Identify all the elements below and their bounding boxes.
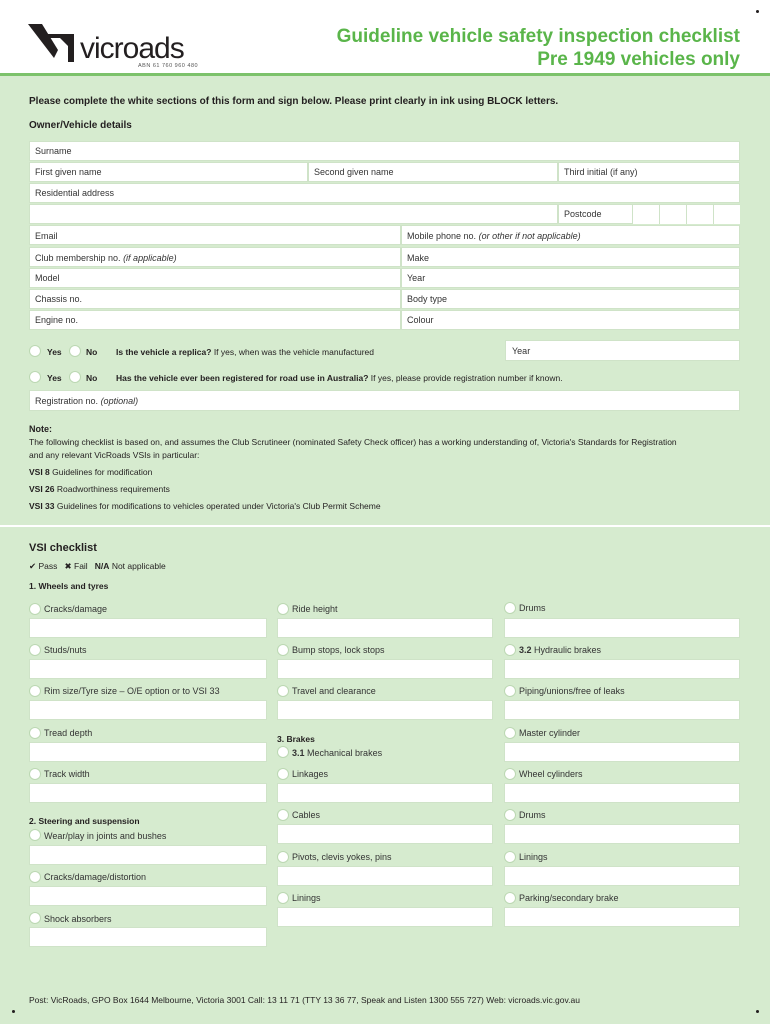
check-radio[interactable] xyxy=(29,727,41,739)
check-radio[interactable] xyxy=(277,603,289,615)
check-label: Linkages xyxy=(292,769,329,779)
colour-label: Colour xyxy=(407,315,434,325)
check-radio[interactable] xyxy=(29,912,41,924)
wheels-heading: 1. Wheels and tyres xyxy=(29,581,109,591)
replica-yes-radio[interactable] xyxy=(29,345,41,357)
check-label: Linings xyxy=(519,852,548,862)
third-initial-label: Third initial (if any) xyxy=(564,167,638,177)
check-label: Tread depth xyxy=(44,728,93,738)
body-type-label: Body type xyxy=(407,294,448,304)
check-radio[interactable] xyxy=(29,871,41,883)
check-radio[interactable] xyxy=(504,685,516,697)
owner-heading: Owner/Vehicle details xyxy=(29,120,132,131)
model-label: Model xyxy=(35,273,60,283)
check-label: Ride height xyxy=(292,604,338,614)
corner-mark xyxy=(12,1010,15,1013)
replica-year-label: Year xyxy=(512,346,531,356)
pass-icon: ✔ xyxy=(29,561,37,571)
model-field[interactable] xyxy=(29,268,401,288)
check-radio[interactable] xyxy=(277,851,289,863)
brakes-heading: 3. Brakes xyxy=(277,734,315,744)
check-comment-field[interactable] xyxy=(504,618,740,638)
colour-field[interactable] xyxy=(401,310,740,330)
footer-contact: Post: VicRoads, GPO Box 1644 Melbourne, Victoria 3001 Call: 13 11 71 (TTY 13 36 77, Speak and Listen 1300 555 727) Web: vicroads.vic.gov.au xyxy=(29,995,580,1005)
hyd-brakes-label: 3.2 Hydraulic brakes xyxy=(519,645,602,655)
check-radio[interactable] xyxy=(504,768,516,780)
check-label: Rim size/Tyre size – O/E option or to VSI 33 xyxy=(44,686,220,696)
check-radio[interactable] xyxy=(29,768,41,780)
check-radio[interactable] xyxy=(504,851,516,863)
check-label: Master cylinder xyxy=(519,728,581,738)
replica-yes-label: Yes xyxy=(47,347,62,357)
mech-brakes-radio[interactable] xyxy=(277,746,289,758)
make-label: Make xyxy=(407,253,430,263)
make-field[interactable] xyxy=(401,247,740,267)
check-comment-field[interactable] xyxy=(277,907,493,927)
check-radio[interactable] xyxy=(29,685,41,697)
check-comment-field[interactable] xyxy=(29,742,267,762)
registered-question: Has the vehicle ever been registered for road use in Australia? If yes, please provide registration number if known. xyxy=(116,373,563,383)
note-vsi26: VSI 26 Roadworthiness requirements xyxy=(29,484,170,494)
check-comment-field[interactable] xyxy=(277,824,493,844)
page-header xyxy=(0,0,770,76)
registered-yes-radio[interactable] xyxy=(29,371,41,383)
check-comment-field[interactable] xyxy=(29,783,267,803)
check-comment-field[interactable] xyxy=(504,907,740,927)
postcode-label: Postcode xyxy=(564,209,602,219)
section-divider xyxy=(0,525,770,527)
postcode-digit-1[interactable] xyxy=(632,205,659,224)
registered-yes-label: Yes xyxy=(47,373,62,383)
check-comment-field[interactable] xyxy=(29,845,267,865)
postcode-digit-3[interactable] xyxy=(686,205,713,224)
mech-brakes-label: 3.1 Mechanical brakes xyxy=(292,748,383,758)
check-label: Pivots, clevis yokes, pins xyxy=(292,852,392,862)
check-label: Cracks/damage xyxy=(44,604,108,614)
check-label: Drums xyxy=(519,810,546,820)
abn-number: ABN 61 760 960 480 xyxy=(138,63,199,69)
replica-no-radio[interactable] xyxy=(69,345,81,357)
check-radio[interactable] xyxy=(277,768,289,780)
residential-address-label: Residential address xyxy=(35,188,115,198)
check-label: Travel and clearance xyxy=(292,686,376,696)
postcode-digit-4[interactable] xyxy=(713,205,740,224)
form-subtitle: Pre 1949 vehicles only xyxy=(537,49,740,70)
note-vsi8: VSI 8 Guidelines for modification xyxy=(29,467,153,477)
check-radio[interactable] xyxy=(29,644,41,656)
check-label: Piping/unions/free of leaks xyxy=(519,686,625,696)
corner-mark xyxy=(756,10,759,13)
check-comment-field[interactable] xyxy=(29,700,267,720)
check-comment-field[interactable] xyxy=(277,659,493,679)
year-field[interactable] xyxy=(401,268,740,288)
check-label: Bump stops, lock stops xyxy=(292,645,385,655)
note-line2: and any relevant VicRoads VSIs in particular: xyxy=(29,450,200,460)
chassis-label: Chassis no. xyxy=(35,294,83,304)
check-comment-field[interactable] xyxy=(504,866,740,886)
residential-address-field[interactable] xyxy=(29,183,740,203)
vicroads-logo-icon xyxy=(28,24,76,64)
postcode-digit-2[interactable] xyxy=(659,205,686,224)
vicroads-logo xyxy=(28,22,218,72)
note-vsi33: VSI 33 Guidelines for modifications to vehicles operated under Victoria's Club Permit Scheme xyxy=(29,501,381,511)
engine-field[interactable] xyxy=(29,310,401,330)
registered-no-label: No xyxy=(86,373,98,383)
check-comment-field[interactable] xyxy=(277,700,493,720)
check-radio[interactable] xyxy=(277,685,289,697)
check-radio[interactable] xyxy=(504,892,516,904)
check-radio[interactable] xyxy=(277,892,289,904)
instructions: Please complete the white sections of this form and sign below. Please print clearly in ink using BLOCK letters. xyxy=(29,96,559,107)
hyd-brakes-radio[interactable] xyxy=(504,644,516,656)
check-comment-field[interactable] xyxy=(504,783,740,803)
check-label: Studs/nuts xyxy=(44,645,87,655)
check-radio[interactable] xyxy=(277,809,289,821)
second-given-name-label: Second given name xyxy=(314,167,394,177)
form-title: Guideline vehicle safety inspection checklist xyxy=(336,26,740,47)
check-comment-field[interactable] xyxy=(29,886,267,906)
check-label: Cables xyxy=(292,810,321,820)
check-comment-field[interactable] xyxy=(504,742,740,762)
brand-name: vicroads xyxy=(80,32,184,65)
check-label: Drums xyxy=(519,603,546,613)
check-radio[interactable] xyxy=(29,829,41,841)
body-type-field[interactable] xyxy=(401,289,740,309)
first-given-name-label: First given name xyxy=(35,167,102,177)
check-label: Shock absorbers xyxy=(44,914,112,924)
check-radio[interactable] xyxy=(504,809,516,821)
check-label: Linings xyxy=(292,893,321,903)
check-comment-field[interactable] xyxy=(29,618,267,638)
fail-icon: ✖ xyxy=(64,561,72,571)
club-membership-label: Club membership no. (if applicable) xyxy=(35,253,177,263)
engine-label: Engine no. xyxy=(35,315,79,325)
chassis-field[interactable] xyxy=(29,289,401,309)
email-label: Email xyxy=(35,231,58,241)
checklist-heading: VSI checklist xyxy=(29,542,97,554)
surname-label: Surname xyxy=(35,146,72,156)
check-label: Wear/play in joints and bushes xyxy=(44,831,167,841)
registered-no-radio[interactable] xyxy=(69,371,81,383)
check-comment-field[interactable] xyxy=(504,700,740,720)
year-label: Year xyxy=(407,273,426,283)
checklist-legend: ✔ Pass ✖ Fail N/A Not applicable xyxy=(29,561,166,571)
replica-question: Is the vehicle a replica? If yes, when was the vehicle manufactured xyxy=(116,347,374,357)
check-comment-field[interactable] xyxy=(29,659,267,679)
check-label: Wheel cylinders xyxy=(519,769,583,779)
residential-address-line2[interactable] xyxy=(29,204,558,224)
note-heading: Note: xyxy=(29,424,52,434)
check-comment-field[interactable] xyxy=(504,824,740,844)
registration-no-label: Registration no. (optional) xyxy=(35,396,139,406)
note-line1: The following checklist is based on, and assumes the Club Scrutineer (nominated Safety Check officer) has a working understanding of, Victoria's Standards for Registration xyxy=(29,437,677,447)
check-label: Track width xyxy=(44,769,90,779)
corner-mark xyxy=(756,1010,759,1013)
check-label: Cracks/damage/distortion xyxy=(44,872,147,882)
check-comment-field[interactable] xyxy=(277,783,493,803)
check-radio[interactable] xyxy=(29,603,41,615)
mobile-phone-label: Mobile phone no. (or other if not applicable) xyxy=(407,231,581,241)
check-comment-field[interactable] xyxy=(277,618,493,638)
surname-field[interactable] xyxy=(29,141,740,161)
check-comment-field[interactable] xyxy=(504,659,740,679)
steering-heading: 2. Steering and suspension xyxy=(29,816,140,826)
check-label: Parking/secondary brake xyxy=(519,893,619,903)
check-radio[interactable] xyxy=(504,727,516,739)
check-radio[interactable] xyxy=(277,644,289,656)
email-field[interactable] xyxy=(29,225,401,245)
check-comment-field[interactable] xyxy=(277,866,493,886)
check-comment-field[interactable] xyxy=(29,927,267,947)
replica-year-field[interactable] xyxy=(505,340,740,361)
check-radio[interactable] xyxy=(504,602,516,614)
replica-no-label: No xyxy=(86,347,98,357)
